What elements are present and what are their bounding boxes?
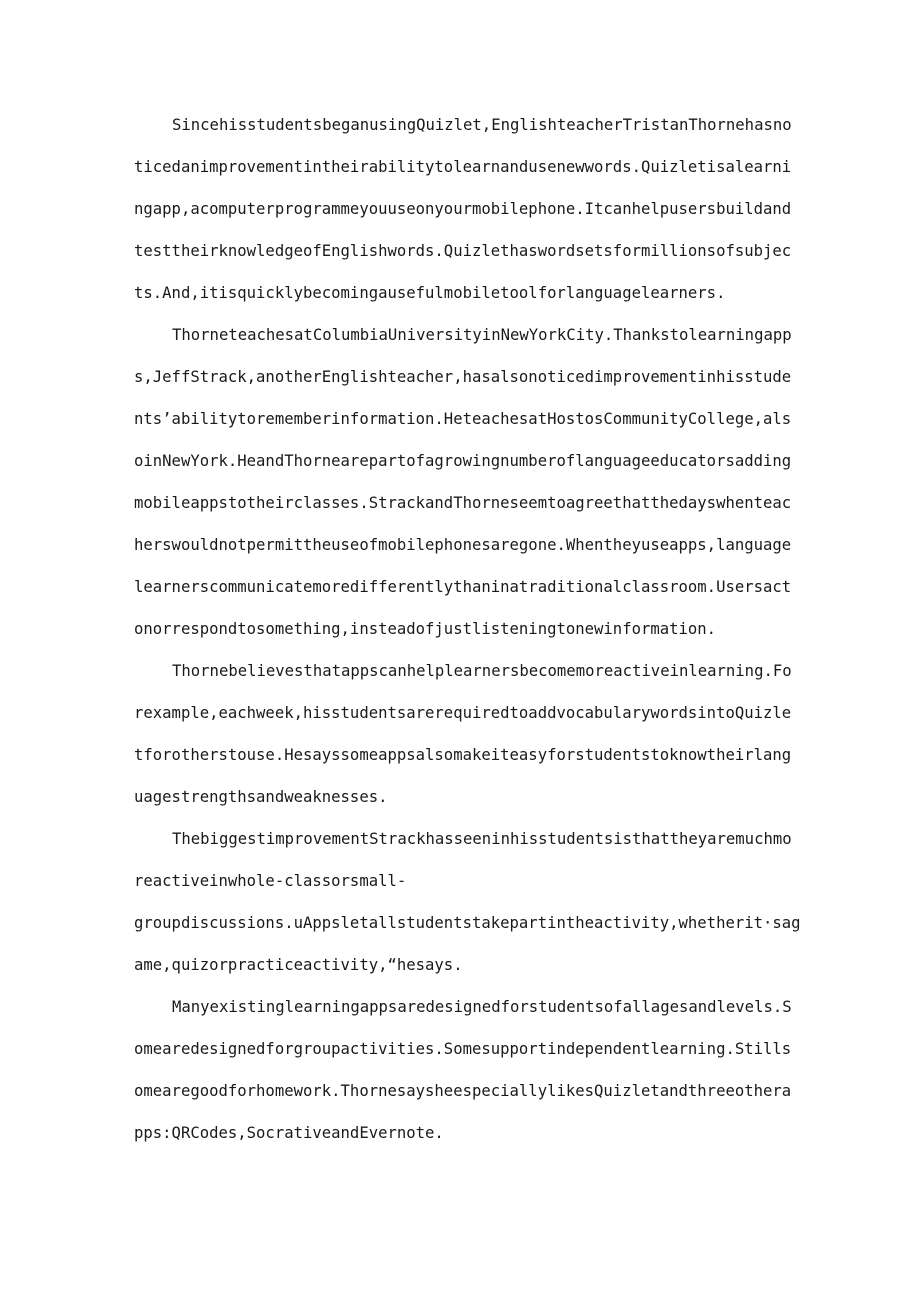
text-line: groupdiscussions.uAppsletallstudentstakepartintheactivity,whetherit·sag [134, 914, 801, 932]
text-line: SincehisstudentsbeganusingQuizlet,EnglishteacherTristanThornehasno [172, 116, 792, 134]
text-line: onorrespondtosomething,insteadofjustlisteningtonewinformation. [134, 620, 717, 638]
text-line: ThebiggestimprovementStrackhasseeninhisstudentsisthattheyaremuchmo [172, 830, 792, 848]
paragraph-5 [134, 986, 792, 1154]
paragraph-3 [134, 650, 792, 818]
text-line: uagestrengthsandweaknesses. [134, 788, 388, 806]
text-line: ngapp,acomputerprogrammeyouuseonyourmobilephone.Itcanhelpusersbuildand [134, 200, 792, 218]
text-line: oinNewYork.HeandThornearepartofagrowingnumberoflanguageeducatorsadding [134, 452, 792, 470]
text-line: s,JeffStrack,anotherEnglishteacher,hasalsonoticedimprovementinhisstude [134, 368, 792, 386]
text-line: ThorneteachesatColumbiaUniversityinNewYorkCity.Thankstolearningapp [172, 326, 792, 344]
text-line: Manyexistinglearningappsaredesignedforstudentsofallagesandlevels.S [172, 998, 792, 1016]
paragraph-1 [134, 104, 792, 314]
text-line: reactiveinwhole-classorsmall- [134, 872, 407, 890]
text-line: Thornebelievesthatappscanhelplearnersbecomemoreactiveinlearning.Fo [172, 662, 792, 680]
text-line: omearedesignedforgroupactivities.Somesupportindependentlearning.Stills [134, 1040, 792, 1058]
text-line: ame,quizorpracticeactivity,“hesays. [134, 956, 463, 974]
text-line: omearegoodforhomework.ThornesaysheespeciallylikesQuizletandthreeothera [134, 1082, 792, 1100]
text-line: ticedanimprovementintheirabilitytolearnandusenewwords.Quizletisalearni [134, 158, 792, 176]
text-line: herswouldnotpermittheuseofmobilephonesaregone.Whentheyuseapps,language [134, 536, 792, 554]
text-line: testtheirknowledgeofEnglishwords.Quizlethaswordsetsformillionsofsubjec [134, 242, 792, 260]
paragraph-4 [134, 818, 801, 986]
article-body [134, 104, 801, 1154]
text-line: ts.And,itisquicklybecomingausefulmobiletoolforlanguagelearners. [134, 284, 726, 302]
text-line: pps:QRCodes,SocrativeandEvernote. [134, 1124, 444, 1142]
text-line: rexample,eachweek,hisstudentsarerequiredtoaddvocabularywordsintoQuizle [134, 704, 792, 722]
text-line: learnerscommunicatemoredifferentlythaninatraditionalclassroom.Usersact [134, 578, 792, 596]
text-line: nts’abilitytorememberinformation.HeteachesatHostosCommunityCollege,als [134, 410, 792, 428]
text-line: tforotherstouse.Hesayssomeappsalsomakeiteasyforstudentstoknowtheirlang [134, 746, 792, 764]
text-line: mobileappstotheirclasses.StrackandThorneseemtoagreethatthedayswhenteac [134, 494, 792, 512]
paragraph-2 [134, 314, 792, 650]
